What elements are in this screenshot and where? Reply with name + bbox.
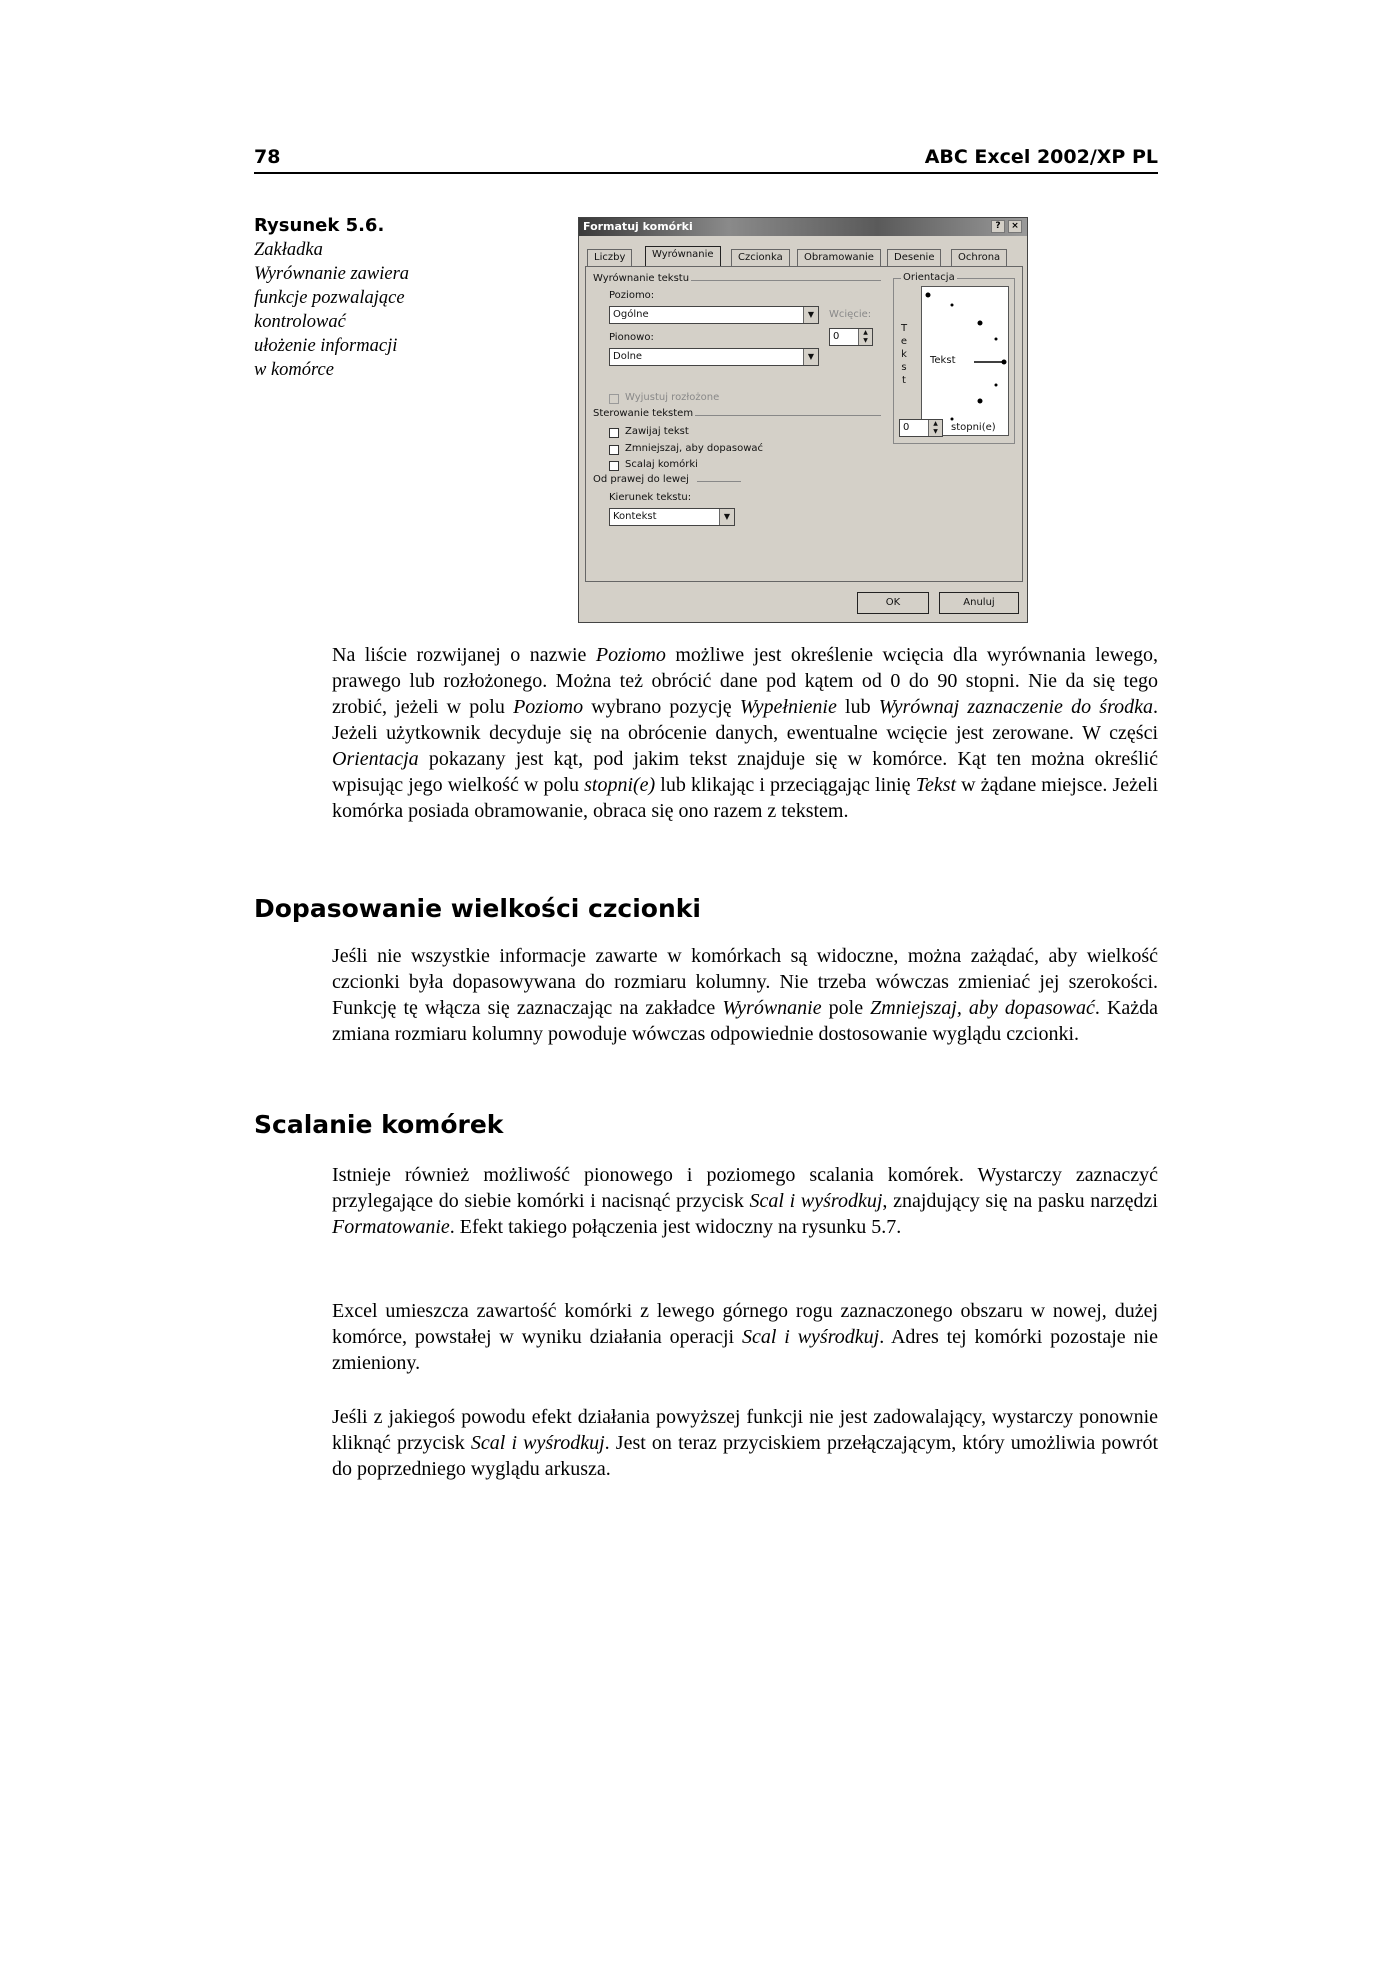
caption-line: funkcje pozwalające <box>254 288 405 308</box>
caption-line: Wyrównanie zawiera <box>254 264 410 284</box>
page-number: 78 <box>254 146 281 168</box>
justify-distributed-checkbox[interactable] <box>609 394 619 404</box>
tab-border[interactable]: Obramowanie <box>797 249 881 266</box>
horizontal-select[interactable] <box>609 306 819 324</box>
paragraph: Istnieje również możliwość pionowego i poziomego scalania komórek. Wystarczy zaznaczyć przylegające do siebie komórki i nacisnąć przycisk Scal i wyśrodkuj, znajdujący się na pasku narzędzi Formatowanie. Efekt takiego połączenia jest widoczny na rysunku 5.7. <box>332 1164 1158 1238</box>
vertical-label: Pionowo: <box>609 332 654 343</box>
horizontal-label: Poziomo: <box>609 290 655 301</box>
spin-arrows-icon[interactable]: ▲ ▼ <box>928 420 942 436</box>
vertical-text-option[interactable] <box>897 322 911 387</box>
text-direction-label: Kierunek tekstu: <box>609 492 692 503</box>
dropdown-arrow-icon: ▼ <box>803 349 818 365</box>
figure-caption <box>254 214 454 382</box>
caption-line: ułożenie informacji <box>254 336 398 356</box>
degrees-spinner[interactable] <box>899 419 943 437</box>
text-direction-select[interactable] <box>609 508 735 526</box>
dial-text-label: Tekst <box>930 355 956 366</box>
degrees-value: 0 <box>903 422 910 433</box>
tab-font[interactable]: Czcionka <box>731 249 790 266</box>
orientation-dial[interactable] <box>921 286 1009 436</box>
vertical-text-letters: T e k s t <box>900 323 908 386</box>
group-divider <box>691 280 881 281</box>
horizontal-value: Ogólne <box>613 309 649 320</box>
caption-line: Zakładka <box>254 240 323 260</box>
caption-line: kontrolować <box>254 312 346 332</box>
wrap-text-checkbox[interactable] <box>609 428 619 438</box>
tab-numbers[interactable]: Liczby <box>587 249 632 266</box>
figure-label: Rysunek 5.6. <box>254 215 385 236</box>
paragraph: Na liście rozwijanej o nazwie Poziomo możliwe jest określenie wcięcia dla wyrównania lewego, prawego lub rozłożonego. Można też obrócić dane pod kątem od 0 do 90 stopni. Nie da się tego zrobić, jeżeli w polu Poziomo wybrano pozycję Wypełnienie lub Wyrównaj zaznaczenie do środka. Jeżeli użytkownik decyduje się na obrócenie danych, ewentualne wcięcie jest zerowane. W części Orientacja pokazany jest kąt, pod jakim tekst znajduje się w komórce. Kąt ten można określić wpisując jego wielkość w polu stopni(e) lub klikając i przeciągając linię Tekst w żądane miejsce. Jeżeli komórka posiada obramowanie, obraca się ono razem z tekstem. <box>332 644 1159 822</box>
dialog-titlebar <box>579 218 1027 236</box>
vertical-value: Dolne <box>613 351 643 362</box>
dropdown-arrow-icon: ▼ <box>719 509 734 525</box>
close-button[interactable]: × <box>1008 220 1022 233</box>
text-alignment-group-label: Wyrównanie tekstu <box>593 273 690 284</box>
text-control-group-label: Sterowanie tekstem <box>593 408 694 419</box>
tab-patterns[interactable]: Desenie <box>887 249 941 266</box>
ok-button[interactable]: OK <box>857 592 929 614</box>
indent-value: 0 <box>833 331 840 342</box>
dropdown-arrow-icon: ▼ <box>803 307 818 323</box>
paragraph: Excel umieszcza zawartość komórki z lewego górnego rogu zaznaczonego obszaru w nowej, dużej komórce, powstałej w wyniku działania operacji Scal i wyśrodkuj. Adres tej komórki pozostaje nie zmieniony. <box>332 1300 1158 1374</box>
tab-alignment[interactable]: Wyrównanie <box>645 246 721 267</box>
group-divider <box>695 415 881 416</box>
paragraph: Jeśli z jakiegoś powodu efekt działania powyższej funkcji nie jest zadowalający, wystarczy ponownie kliknąć przycisk Scal i wyśrodkuj. Jest on teraz przyciskiem przełączającym, który umożliwia powrót do poprzedniego wyglądu arkusza. <box>332 1406 1158 1480</box>
merge-cells-checkbox[interactable] <box>609 461 619 471</box>
running-header <box>254 146 1158 174</box>
rtl-group-label: Od prawej do lewej <box>593 474 689 485</box>
help-button[interactable]: ? <box>991 220 1005 233</box>
vertical-select[interactable] <box>609 348 819 366</box>
indent-spinner[interactable] <box>829 328 873 346</box>
cancel-button[interactable]: Anuluj <box>939 592 1019 614</box>
justify-distributed-label: Wyjustuj rozłożone <box>625 392 720 403</box>
shrink-to-fit-checkbox[interactable] <box>609 445 619 455</box>
tab-protection[interactable]: Ochrona <box>951 249 1007 266</box>
group-divider <box>697 481 741 482</box>
format-cells-dialog <box>578 217 1028 623</box>
section-heading-merge-cells: Scalanie komórek <box>254 1110 504 1139</box>
section-heading-font-fit: Dopasowanie wielkości czcionki <box>254 894 701 923</box>
spin-arrows-icon[interactable]: ▲ ▼ <box>858 329 872 345</box>
shrink-to-fit-label: Zmniejszaj, aby dopasować <box>625 443 764 454</box>
dialog-title: Formatuj komórki <box>583 220 693 233</box>
text-direction-value: Kontekst <box>613 511 657 522</box>
paragraph: Jeśli nie wszystkie informacje zawarte w komórkach są widoczne, można zażądać, aby wielkość czcionki była dopasowywana do rozmiaru kolumny. Nie trzeba wówczas zmieniać jej szerokości. Funkcję tę włącza się zaznaczając na zakładce Wyrównanie pole Zmniejszaj, aby dopasować. Każda zmiana rozmiaru kolumny powoduje wówczas odpowiednie dostosowanie wyglądu czcionki. <box>332 945 1159 1045</box>
orientation-group-label: Orientacja <box>903 272 955 283</box>
merge-cells-label: Scalaj komórki <box>625 459 698 470</box>
caption-line: w komórce <box>254 360 334 380</box>
book-title: ABC Excel 2002/XP PL <box>924 146 1158 168</box>
wrap-text-label: Zawijaj tekst <box>625 426 689 437</box>
degrees-label: stopni(e) <box>951 422 996 433</box>
indent-label: Wcięcie: <box>829 309 872 320</box>
